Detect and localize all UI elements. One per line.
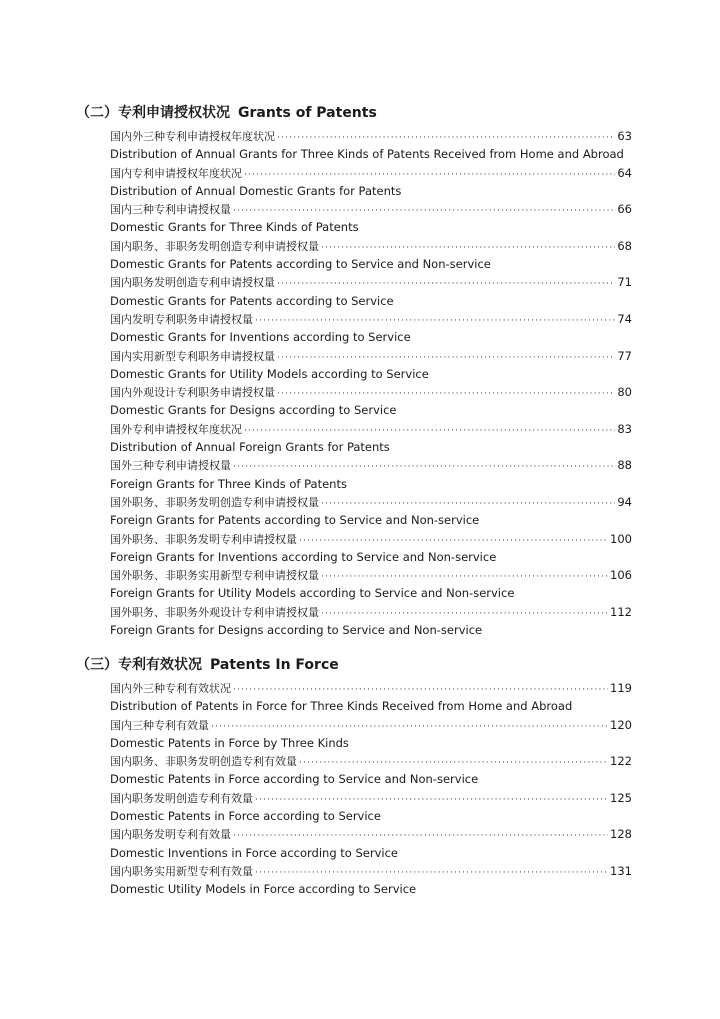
toc-entry-line	[110, 200, 632, 218]
toc-entry[interactable]	[110, 456, 632, 493]
toc-entry-page-number: 94	[617, 494, 632, 509]
toc-entry-page-number: 74	[617, 311, 632, 326]
toc-entry-line	[110, 752, 632, 770]
toc-entry-line	[110, 164, 632, 182]
toc-entry-title-en: Distribution of Patents in Force for Three Kinds Received from Home and Abroad	[110, 699, 573, 714]
toc-entry-title-zh: 国内外三种专利申请授权年度状况	[110, 130, 275, 143]
toc-entry-title-zh: 国内实用新型专利职务申请授权量	[110, 349, 275, 363]
toc-entry-list	[76, 127, 636, 639]
toc-entry-title-en: Foreign Grants for Patents according to Service and Non-service	[110, 513, 480, 528]
toc-entry-line	[110, 603, 632, 621]
toc-entry-title-zh: 国内职务、非职务发明创造专利申请授权量	[110, 239, 319, 253]
toc-entry-page-number: 120	[610, 717, 632, 732]
toc-entry-line	[110, 347, 632, 365]
toc-entry-page-number: 68	[617, 238, 632, 253]
toc-entry[interactable]	[110, 493, 632, 530]
toc-entry[interactable]	[110, 566, 632, 603]
toc-entry-line	[110, 127, 632, 145]
toc-entry[interactable]	[110, 127, 632, 164]
toc-entry-title-zh: 国外三种专利申请授权量	[110, 459, 231, 473]
toc-entry-title-zh: 国外专利申请授权年度状况	[110, 422, 242, 436]
toc-entry-title-zh: 国内职务实用新型专利有效量	[110, 864, 253, 878]
toc-entry[interactable]	[110, 200, 632, 237]
dot-leader	[277, 275, 615, 293]
toc-entry[interactable]	[110, 310, 632, 347]
toc-entry-title-zh: 国内三种专利有效量	[110, 718, 209, 732]
toc-entry-line	[110, 237, 632, 255]
toc-entry-page-number: 80	[617, 385, 632, 400]
toc-entry-title-zh: 国外职务、非职务发明创造专利申请授权量	[110, 495, 319, 509]
toc-entry-title-zh: 国内外三种专利有效状况	[110, 682, 231, 695]
toc-entry[interactable]	[110, 825, 632, 862]
toc-entry-page-number: 77	[617, 348, 632, 363]
toc-entry-page-number: 112	[610, 604, 632, 619]
toc-entry-title-zh: 国外职务、非职务外观设计专利申请授权量	[110, 605, 319, 619]
toc-entry-page-number: 88	[617, 458, 632, 473]
toc-entry-title-en: Domestic Grants for Patents according to Service and Non-service	[110, 257, 491, 272]
toc-entry-title-en: Domestic Patents in Force by Three Kinds	[110, 735, 349, 750]
toc-entry-line	[110, 825, 632, 843]
toc-entry-line	[110, 420, 632, 438]
toc-entry[interactable]	[110, 679, 632, 716]
toc-entry-title-en: Distribution of Annual Domestic Grants for Patents	[110, 183, 402, 198]
section-title-en: Grants of Patents	[238, 105, 377, 121]
toc-entry-title-en: Domestic Grants for Inventions according to Service	[110, 330, 411, 345]
toc-entry-title-zh: 国内三种专利申请授权量	[110, 203, 231, 217]
toc-entry-page-number: 119	[610, 681, 632, 695]
toc-entry-page-number: 64	[617, 165, 632, 180]
toc-entry-page-number: 63	[617, 129, 632, 143]
toc-entry-line	[110, 566, 632, 584]
toc-entry-title-zh: 国内外观设计专利职务申请授权量	[110, 386, 275, 400]
toc-entry[interactable]	[110, 273, 632, 310]
toc-entry-title-en: Foreign Grants for Utility Models according to Service and Non-service	[110, 586, 515, 601]
toc-entry-title-en: Foreign Grants for Designs according to Service and Non-service	[110, 623, 483, 638]
toc-entry-title-en: Domestic Patents in Force according to Service	[110, 809, 381, 824]
toc-entry[interactable]	[110, 603, 632, 640]
toc-entry[interactable]	[110, 716, 632, 753]
toc-entry-title-zh: 国外职务、非职务实用新型专利申请授权量	[110, 569, 319, 583]
toc-entry-title-zh: 国内职务、非职务发明创造专利有效量	[110, 755, 297, 769]
dot-leader	[233, 458, 615, 476]
toc-entry[interactable]	[110, 164, 632, 201]
toc-entry-line	[110, 493, 632, 511]
section-title	[76, 654, 636, 676]
toc-entry-line	[110, 273, 632, 291]
toc-entry-line	[110, 383, 632, 401]
toc-entry-title-zh: 国内专利申请授权年度状况	[110, 166, 242, 180]
toc-entry-title-en: Domestic Grants for Patents according to Service	[110, 293, 394, 308]
section-title-zh: （二）专利申请授权状况	[76, 105, 230, 121]
toc-entry-page-number: 66	[617, 202, 632, 217]
toc-entry-line	[110, 716, 632, 734]
toc-entry-line	[110, 456, 632, 474]
toc-entry-page-number: 71	[617, 275, 632, 290]
toc-entry-title-zh: 国内职务发明创造专利有效量	[110, 791, 253, 805]
toc-entry-page-number: 83	[617, 421, 632, 436]
toc-entry[interactable]	[110, 383, 632, 420]
toc-entry-title-en: Domestic Grants for Designs according to Service	[110, 403, 397, 418]
toc-entry-title-en: Foreign Grants for Three Kinds of Patents	[110, 476, 347, 491]
toc-entry-title-en: Distribution of Annual Grants for Three Kinds of Patents Received from Home and Abroad	[110, 147, 624, 162]
toc-entry-line	[110, 789, 632, 807]
toc-entry-page-number: 100	[610, 531, 632, 546]
toc-entry-page-number: 128	[610, 827, 632, 842]
toc-entry-title-en: Domestic Inventions in Force according to Service	[110, 845, 398, 860]
toc-entry-title-zh: 国内职务发明专利有效量	[110, 828, 231, 842]
toc-entry-title-zh: 国内发明专利职务申请授权量	[110, 312, 253, 326]
toc-entry-page-number: 131	[610, 863, 632, 878]
toc-entry-title-en: Domestic Grants for Utility Models according to Service	[110, 366, 429, 381]
toc-entry-line	[110, 679, 632, 697]
section-patents-in-force	[76, 654, 636, 899]
toc-entry[interactable]	[110, 530, 632, 567]
toc-entry-page-number: 122	[610, 754, 632, 769]
toc-entry[interactable]	[110, 862, 632, 899]
toc-entry-list	[76, 679, 636, 899]
toc-entry[interactable]	[110, 420, 632, 457]
toc-entry[interactable]	[110, 237, 632, 274]
toc-entry-title-zh: 国内职务发明创造专利申请授权量	[110, 276, 275, 290]
toc-entry-title-en: Distribution of Annual Foreign Grants for Patents	[110, 440, 390, 455]
toc-entry[interactable]	[110, 347, 632, 384]
toc-entry[interactable]	[110, 789, 632, 826]
section-title-en: Patents In Force	[210, 657, 339, 673]
toc-entry-page-number: 125	[610, 790, 632, 805]
toc-entry-title-en: Domestic Utility Models in Force according to Service	[110, 882, 417, 897]
toc-entry-line	[110, 530, 632, 548]
toc-entry-page-number: 106	[610, 568, 632, 583]
toc-entry-title-zh: 国外职务、非职务发明专利申请授权量	[110, 532, 297, 546]
toc-entry[interactable]	[110, 752, 632, 789]
toc-entry-line	[110, 310, 632, 328]
dot-leader	[233, 827, 608, 845]
section-title	[76, 102, 636, 124]
toc-entry-line	[110, 862, 632, 880]
section-title-zh: （三）专利有效状况	[76, 657, 202, 673]
toc-entry-title-en: Foreign Grants for Inventions according to Service and Non-service	[110, 549, 497, 564]
toc-entry-title-en: Domestic Grants for Three Kinds of Patents	[110, 220, 359, 235]
toc-entry-title-en: Domestic Patents in Force according to Service and Non-service	[110, 772, 479, 787]
section-grants-of-patents	[76, 102, 636, 639]
